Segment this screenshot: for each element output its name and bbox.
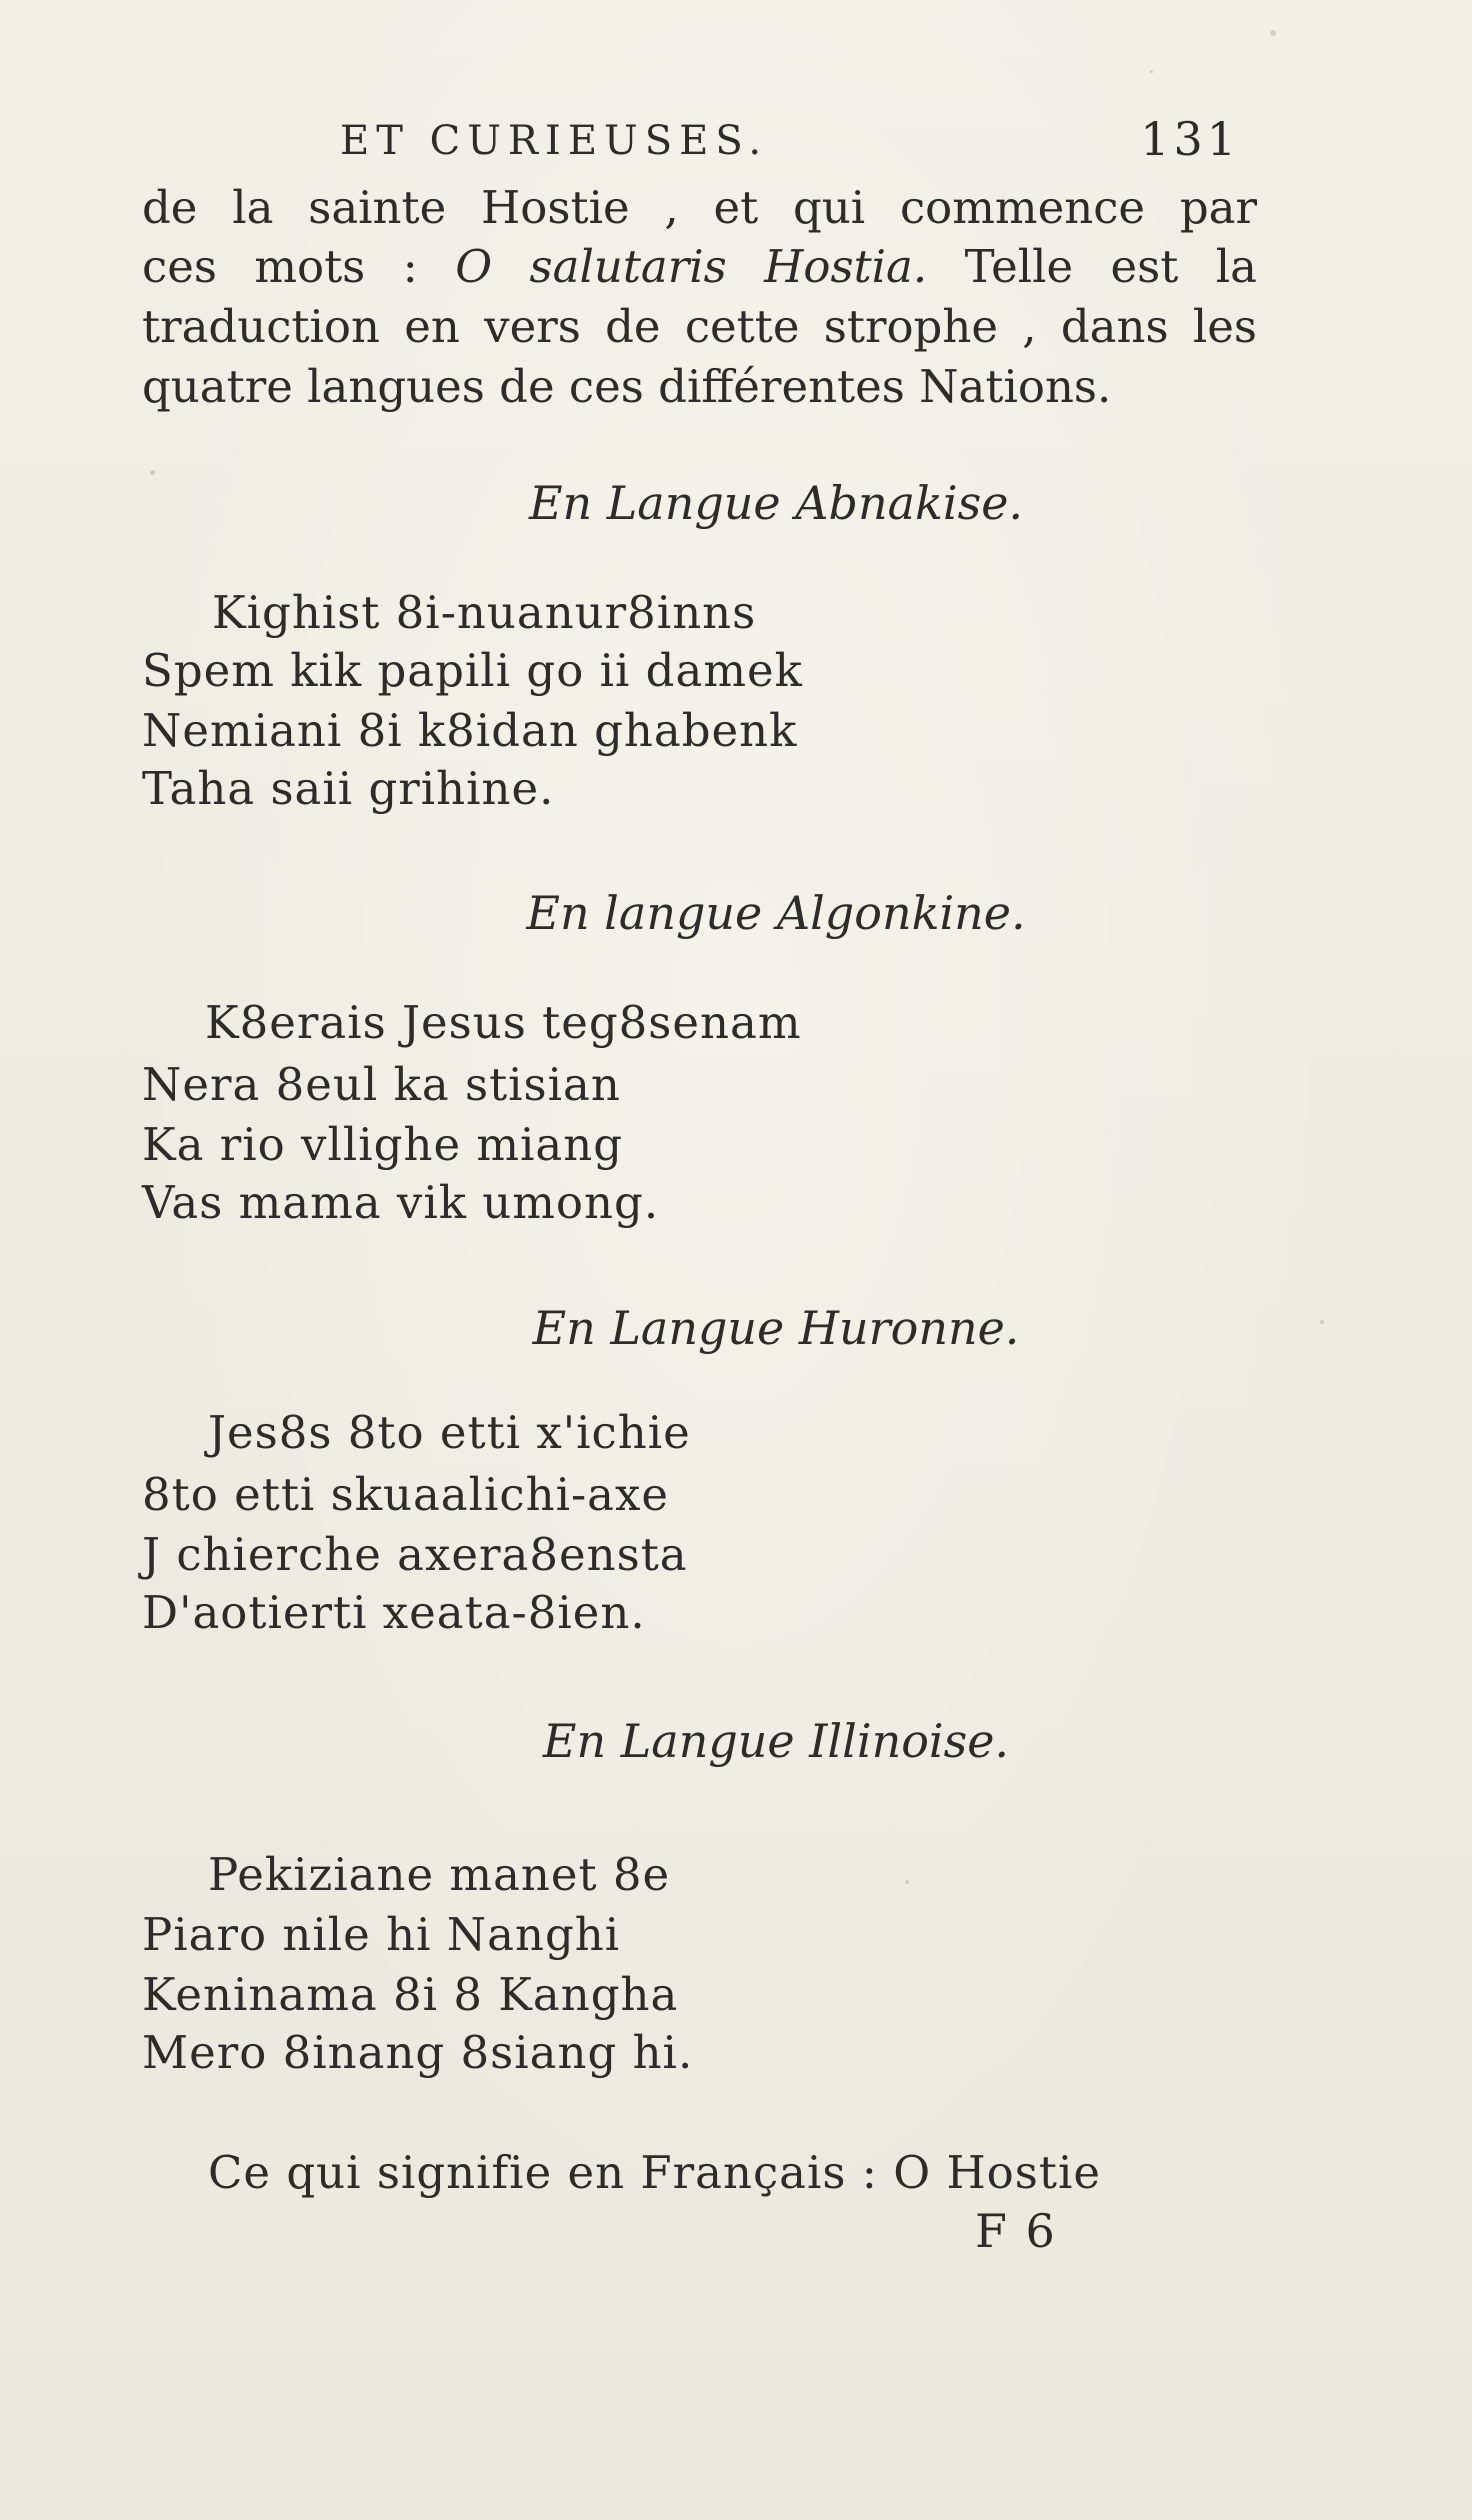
verse-line: Pekiziane manet 8e: [208, 1848, 671, 1901]
paper-speck: [1270, 30, 1276, 36]
page-number: 131: [1140, 112, 1240, 166]
verse-line: Spem kik papili go ii damek: [142, 644, 803, 697]
verse-line: Mero 8inang 8siang hi.: [142, 2026, 694, 2079]
intro-line-1: de la sainte Hostie , et qui commence par: [142, 181, 1257, 234]
section-heading-algonkine: En langue Algonkine.: [526, 886, 1026, 940]
verse-line: K8erais Jesus teg8senam: [205, 996, 802, 1049]
intro-line-4: quatre langues de ces différentes Nations.: [142, 360, 1112, 413]
intro-text: ces mots :: [142, 240, 456, 293]
paper-speck: [905, 1880, 909, 1884]
section-heading-huronne: En Langue Huronne.: [532, 1301, 1020, 1355]
closing-line: Ce qui signifie en Français : O Hostie: [208, 2146, 1101, 2199]
running-title: ET CURIEUSES.: [340, 118, 769, 164]
verse-line: Kighist 8i-nuanur8inns: [212, 586, 757, 639]
verse-line: Nera 8eul ka stisian: [142, 1058, 621, 1111]
running-head: [340, 112, 1240, 178]
verse-line: D'aotierti xeata-8ien.: [142, 1586, 646, 1639]
verse-line: Vas mama vik umong.: [142, 1176, 660, 1229]
latin-quote: O salutaris Hostia.: [455, 240, 928, 293]
verse-line: 8to etti skuaalichi-axe: [142, 1468, 670, 1521]
paper-speck: [150, 470, 155, 475]
verse-line: Ka rio vllighe miang: [142, 1118, 624, 1171]
intro-text: Telle est la: [927, 240, 1257, 293]
verse-line: Taha saii grihine.: [142, 762, 555, 815]
verse-line: Piaro nile hi Nanghi: [142, 1908, 621, 1961]
paper-speck: [1150, 70, 1153, 73]
intro-line-2: [142, 240, 1257, 293]
signature-mark: F 6: [975, 2204, 1057, 2258]
intro-line-3: traduction en vers de cette strophe , dans les: [142, 300, 1257, 353]
section-heading-abnakise: En Langue Abnakise.: [528, 476, 1024, 530]
verse-line: Nemiani 8i k8idan ghabenk: [142, 704, 798, 757]
section-heading-illinoise: En Langue Illinoise.: [542, 1714, 1010, 1768]
verse-line: Jes8s 8to etti x'ichie: [208, 1406, 691, 1459]
verse-line: J chierche axera8ensta: [142, 1528, 688, 1581]
verse-line: Keninama 8i 8 Kangha: [142, 1968, 679, 2021]
